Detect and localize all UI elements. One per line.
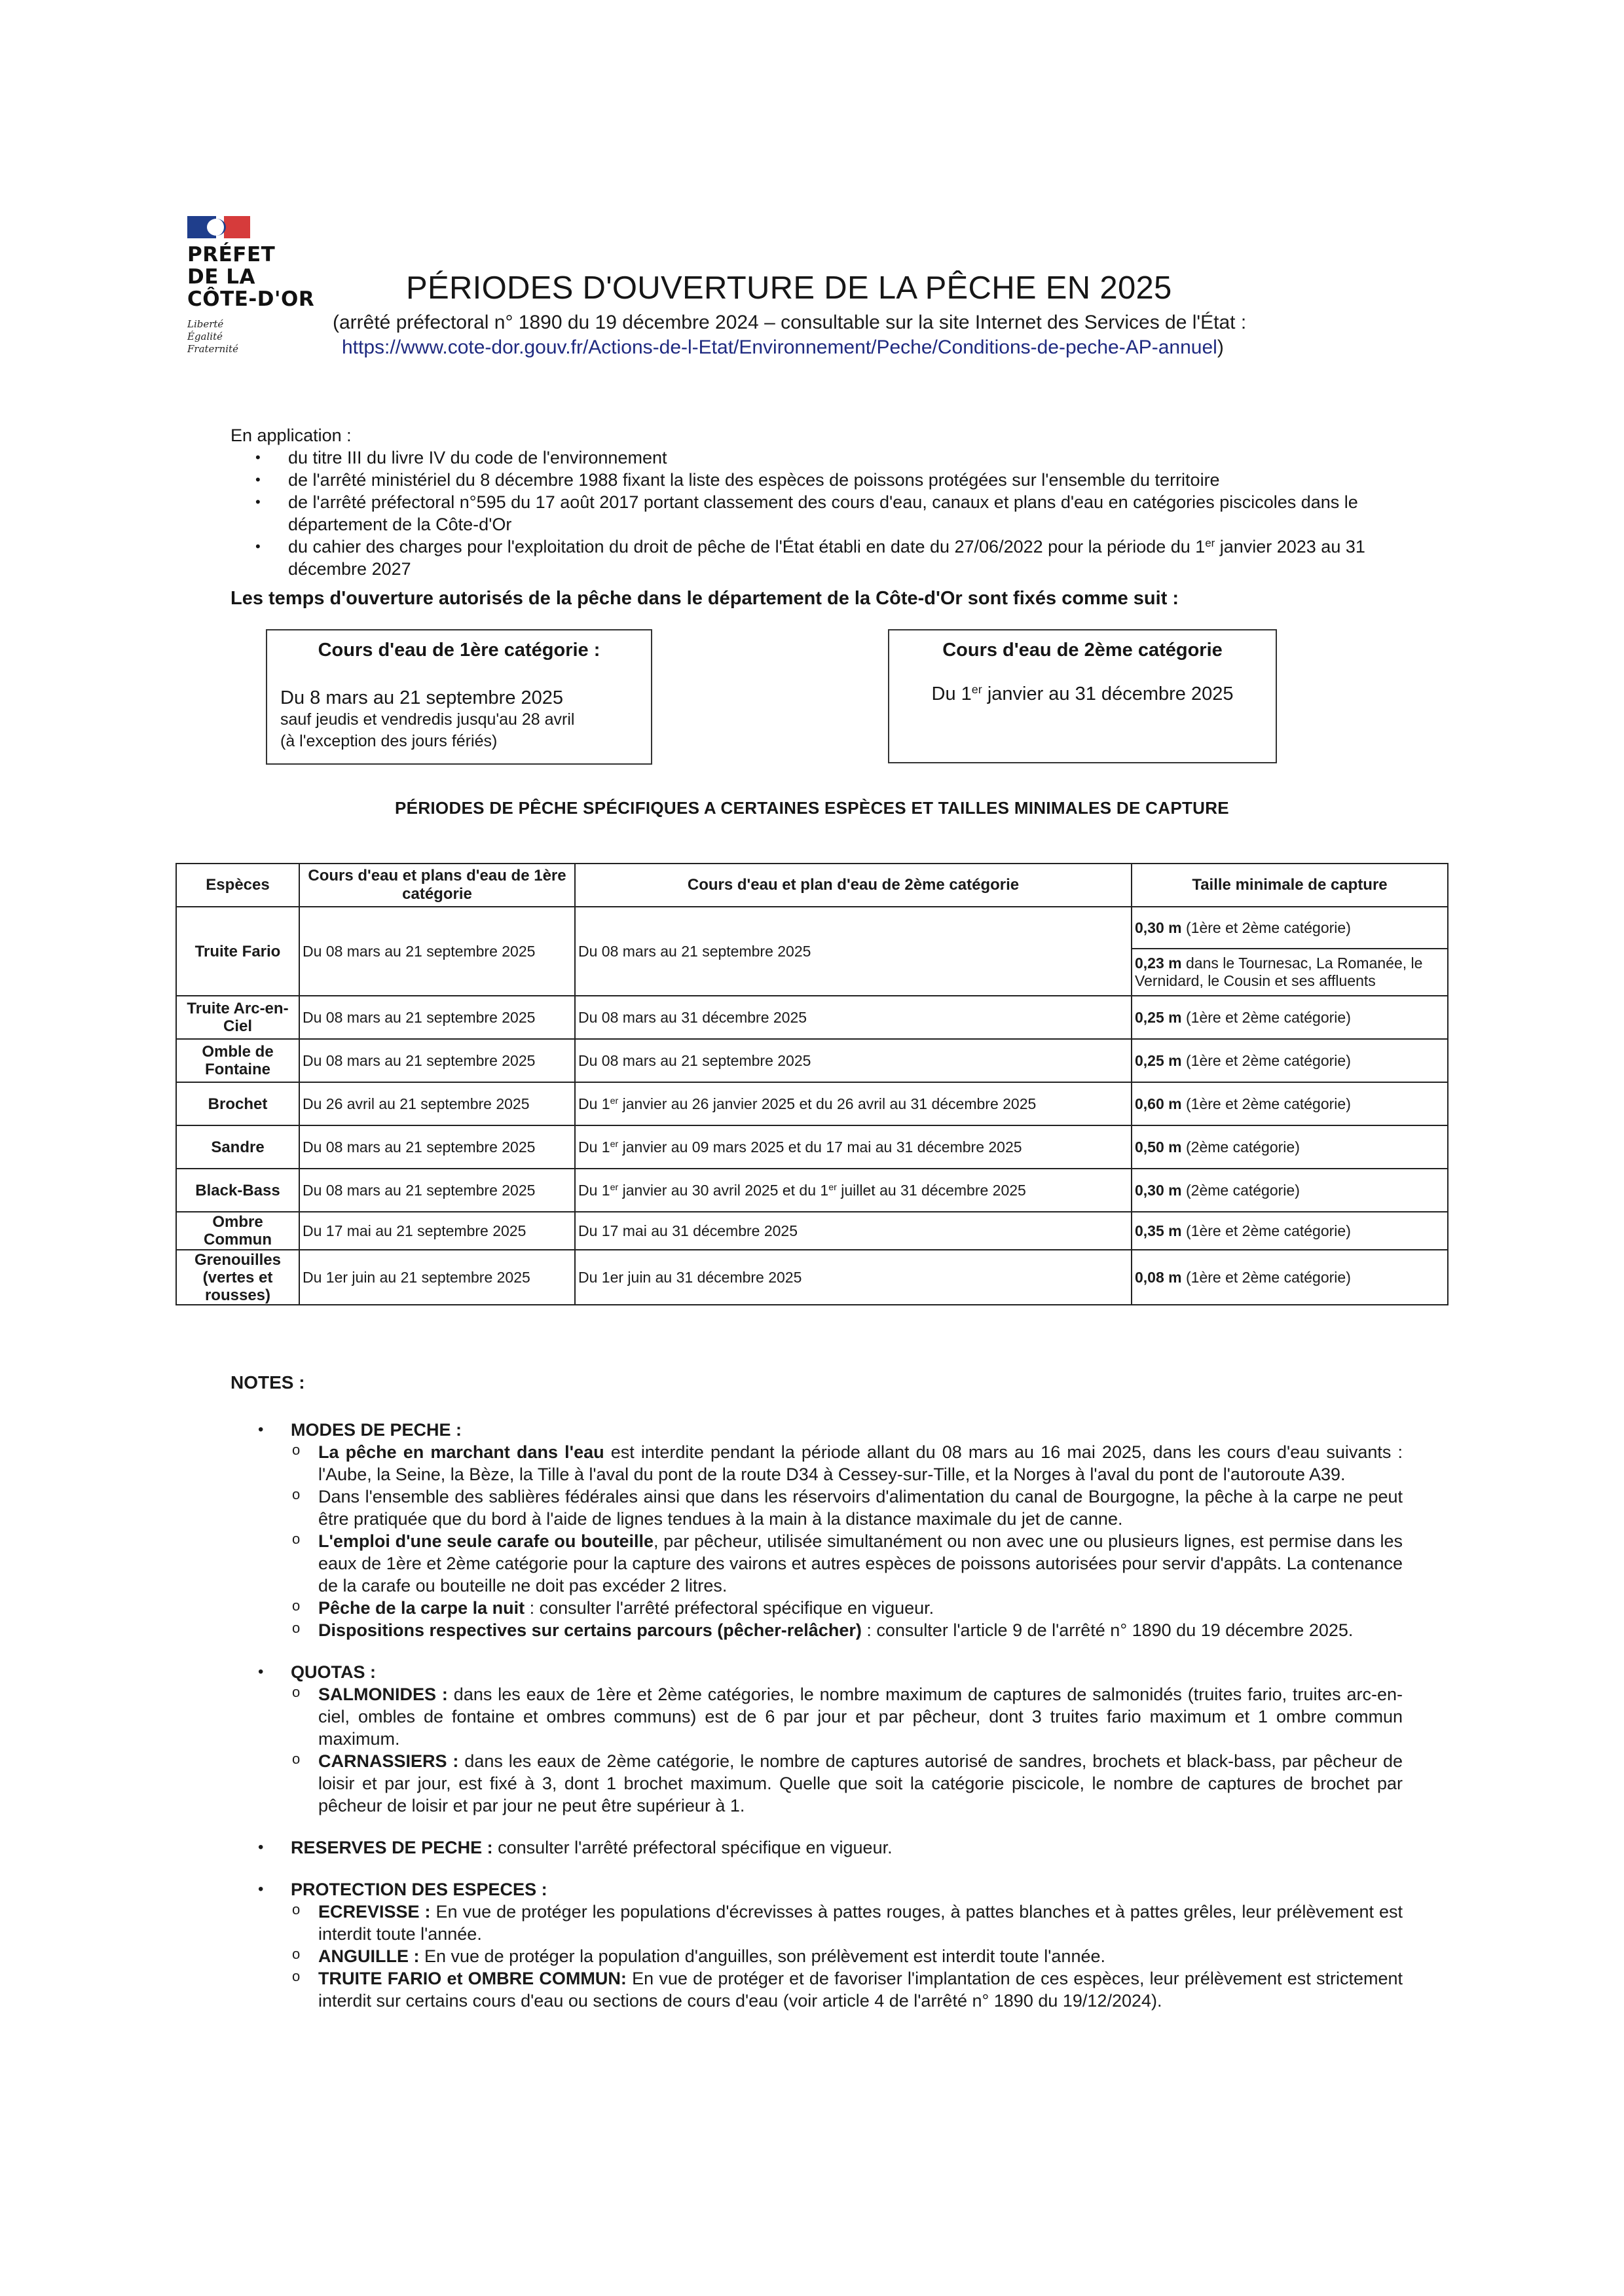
list-item: o L'emploi d'une seule carafe ou bouteille, par pêcheur, utilisée simultanément ou non avec une ou plusieurs lignes, est permise dans les eaux de 1ère et 2ème catégorie pour la capture des vairons et autres espèces de poissons autorisées pour servir d'appâts. La contenance de la carafe ou bouteille ne doit pas excéder 2 litres. [318,1530,1403,1597]
table-header-row [176,864,1448,907]
species-cell: Sandre [176,1125,299,1169]
column-header: Taille minimale de capture [1132,864,1448,907]
cat2-cell: Du 1er janvier au 30 avril 2025 et du 1er juillet au 31 décembre 2025 [575,1169,1132,1212]
group-title: • QUOTAS : [291,1662,376,1682]
notes-section [231,1372,1403,2032]
cat1-cell: Du 17 mai au 21 septembre 2025 [299,1212,575,1250]
list-item: o Pêche de la carpe la nuit : consulter l'arrêté préfectoral spécifique en vigueur. [318,1597,1403,1619]
legal-basis-list [231,446,1390,580]
table-row [176,1082,1448,1125]
cat1-cell: Du 1er juin au 21 septembre 2025 [299,1250,575,1305]
logo-line: CÔTE-D'OR [187,287,315,311]
list-item: • du cahier des charges pour l'exploitation du droit de pêche de l'État établi en date du 27/06/2022 pour la période du 1er janvier 2023 au 31 décembre 2027 [288,536,1390,580]
decree-reference [333,310,1354,360]
notes-title: NOTES : [231,1372,305,1393]
species-cell: Omble de Fontaine [176,1039,299,1082]
opening-times-lead: Les temps d'ouverture autorisés de la pêche dans le département de la Côte-d'Or sont fixés comme suit : [231,588,1179,609]
list-item: o TRUITE FARIO et OMBRE COMMUN: En vue de protéger et de favoriser l'implantation de ces espèces, leur prélèvement est strictement interdit sur certains cours d'eau ou sections de cours d'eau (voir article 4 de l'arrêté n° 1890 du 19/12/2024). [318,1967,1403,2012]
size-cell: 0,35 m (1ère et 2ème catégorie) [1132,1212,1448,1250]
size-cell: 0,25 m (1ère et 2ème catégorie) [1132,996,1448,1039]
size-cell: 0,60 m (1ère et 2ème catégorie) [1132,1082,1448,1125]
column-header: Cours d'eau et plan d'eau de 2ème catégorie [575,864,1132,907]
size-cell: 0,08 m (1ère et 2ème catégorie) [1132,1250,1448,1305]
size-cell: 0,30 m (1ère et 2ème catégorie) [1132,907,1448,949]
legal-basis-label: En application : [231,426,352,445]
decree-url-line [333,335,1354,360]
group-title: • PROTECTION DES ESPECES : [291,1880,547,1899]
motto-line: Égalité [187,331,223,342]
logo-line: DE LA [187,265,255,289]
species-cell: Grenouilles (vertes et rousses) [176,1250,299,1305]
cat2-cell: Du 1er janvier au 26 janvier 2025 et du 26 avril au 31 décembre 2025 [575,1082,1132,1125]
table-row [176,996,1448,1039]
motto [187,318,318,355]
cat1-cell: Du 08 mars au 21 septembre 2025 [299,1169,575,1212]
notes-list [291,1441,1403,1641]
size-cell: 0,25 m (1ère et 2ème catégorie) [1132,1039,1448,1082]
category1-exception: sauf jeudis et vendredis jusqu'au 28 avril [280,710,575,729]
list-item: o ANGUILLE : En vue de protéger la population d'anguilles, son prélèvement est interdit toute l'année. [318,1945,1403,1967]
notes-list [291,1901,1403,2012]
cat2-cell: Du 08 mars au 21 septembre 2025 [575,907,1132,996]
column-header: Espèces [176,864,299,907]
species-cell: Black-Bass [176,1169,299,1212]
list-item: o Dans l'ensemble des sablières fédérales ainsi que dans les réservoirs d'alimentation du canal de Bourgogne, la pêche à la carpe ne peut être pratiquée que du bord à l'aide de lignes tendues à la main à la distance maximale du jet de canne. [318,1485,1403,1530]
cat1-cell: Du 08 mars au 21 septembre 2025 [299,907,575,996]
logo-line: PRÉFET [187,243,276,266]
table-row [176,1039,1448,1082]
list-item: o La pêche en marchant dans l'eau est interdite pendant la période allant du 08 mars au 16 mai 2025, dans les cours d'eau suivants : l'Aube, la Seine, la Bèze, la Tille à l'aval du pont de la route D34 à Cessey-sur-Tille, et la Norges à l'aval du pont de l'autoroute A39. [318,1441,1403,1485]
list-item: • du titre III du livre IV du code de l'environnement [288,446,1390,469]
size-cell: 0,23 m dans le Tournesac, La Romanée, le Vernidard, le Cousin et ses affluents [1132,949,1448,996]
logo-name [187,244,318,310]
table-row [176,1169,1448,1212]
category2-period: Du 1er janvier au 31 décembre 2025 [931,683,1234,704]
cat2-cell: Du 17 mai au 31 décembre 2025 [575,1212,1132,1250]
notes-list [291,1683,1403,1817]
category2-title: Cours d'eau de 2ème catégorie [942,640,1223,661]
species-table [175,863,1449,1305]
motto-line: Fraternité [187,343,238,355]
table-row [176,907,1448,949]
size-cell: 0,50 m (2ème catégorie) [1132,1125,1448,1169]
marianne-flag-icon [187,216,250,238]
cat2-cell: Du 1er janvier au 09 mars 2025 et du 17 mai au 31 décembre 2025 [575,1125,1132,1169]
group-title: • MODES DE PECHE : [291,1420,462,1440]
species-cell: Ombre Commun [176,1212,299,1250]
decree-url-close: ) [1217,337,1224,358]
list-item: o CARNASSIERS : dans les eaux de 2ème catégorie, le nombre de captures autorisé de sandres, brochets et black-bass, par pêcheur de loisir et par jour, est fixé à 3, dont 1 brochet maximum. Quelle que soit la catégorie piscicole, le nombre de captures de brochet par pêcheur de loisir et par jour ne peut être supérieur à 1. [318,1750,1403,1817]
page-title: PÉRIODES D'OUVERTURE DE LA PÊCHE EN 2025 [406,270,1172,306]
column-header: Cours d'eau et plans d'eau de 1ère catégorie [299,864,575,907]
list-item: o SALMONIDES : dans les eaux de 1ère et 2ème catégories, le nombre maximum de captures de salmonidés (truites fario, truites arc-en-ciel, ombles de fontaine et ombres communs) est de 6 par jour et par pêcheur, dont 3 truites fario maximum et 1 ombre commun maximum. [318,1683,1403,1750]
notes-group-modes [231,1419,1403,1641]
cat2-cell: Du 08 mars au 21 septembre 2025 [575,1039,1132,1082]
category1-holiday-note: (à l'exception des jours fériés) [280,732,498,750]
list-item: • de l'arrêté préfectoral n°595 du 17 août 2017 portant classement des cours d'eau, canaux et plans d'eau en catégories piscicoles dans le département de la Côte-d'Or [288,491,1390,536]
cat1-cell: Du 08 mars au 21 septembre 2025 [299,1039,575,1082]
section-title: PÉRIODES DE PÊCHE SPÉCIFIQUES A CERTAINES ESPÈCES ET TAILLES MINIMALES DE CAPTURE [395,798,1229,818]
list-item: o Dispositions respectives sur certains parcours (pêcher-relâcher) : consulter l'article 9 de l'arrêté n° 1890 du 19 décembre 2025. [318,1619,1403,1641]
table-row [176,1125,1448,1169]
cat1-cell: Du 26 avril au 21 septembre 2025 [299,1082,575,1125]
cat2-cell: Du 08 mars au 31 décembre 2025 [575,996,1132,1039]
legal-basis [231,424,1390,580]
category1-title: Cours d'eau de 1ère catégorie : [318,640,600,661]
cat1-cell: Du 08 mars au 21 septembre 2025 [299,996,575,1039]
decree-text: (arrêté préfectoral n° 1890 du 19 décembre 2024 – consultable sur la site Internet des Services de l'État : [333,312,1247,333]
category1-period: Du 8 mars au 21 septembre 2025 [280,687,564,708]
list-item: o ECREVISSE : En vue de protéger les populations d'écrevisses à pattes rouges, à pattes blanches et à pattes grêles, leur prélèvement est interdit toute l'année. [318,1901,1403,1945]
species-cell: Brochet [176,1082,299,1125]
category2-box [888,629,1277,763]
notes-group-protection [231,1878,1403,2012]
table-row [176,1250,1448,1305]
decree-url-link[interactable]: https://www.cote-dor.gouv.fr/Actions-de-l-Etat/Environnement/Peche/Conditions-de-peche-AP-annuel [342,337,1217,358]
cat2-cell: Du 1er juin au 31 décembre 2025 [575,1250,1132,1305]
category1-box [266,629,652,765]
cat1-cell: Du 08 mars au 21 septembre 2025 [299,1125,575,1169]
notes-group-reserves [231,1836,1403,1859]
prefecture-logo [187,216,318,355]
size-cell: 0,30 m (2ème catégorie) [1132,1169,1448,1212]
species-cell: Truite Arc-en-Ciel [176,996,299,1039]
list-item: • de l'arrêté ministériel du 8 décembre 1988 fixant la liste des espèces de poissons protégées sur l'ensemble du territoire [288,469,1390,491]
table-row [176,1212,1448,1250]
notes-group-quotas [231,1661,1403,1817]
species-cell: Truite Fario [176,907,299,996]
list-item: • RESERVES DE PECHE : consulter l'arrêté préfectoral spécifique en vigueur. [291,1838,893,1857]
motto-line: Liberté [187,318,224,330]
